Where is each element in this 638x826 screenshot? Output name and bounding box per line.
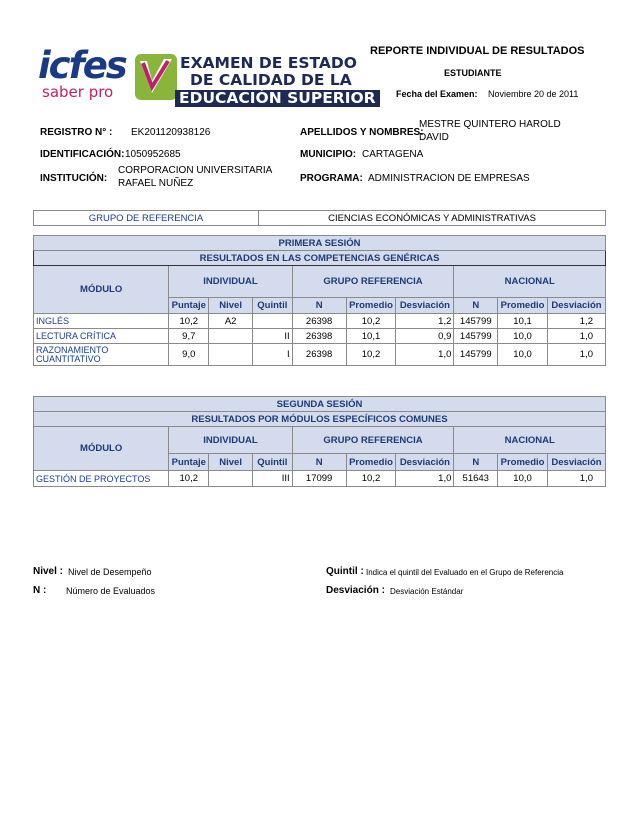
identificacion-label: IDENTIFICACIÓN: <box>40 149 125 160</box>
row-modulo: LECTURA CRÍTICA <box>34 329 169 344</box>
legend-quintil-label: Quintil : <box>326 566 364 577</box>
col-quintil: Quintil <box>253 298 293 314</box>
row-puntaje: 10,2 <box>169 471 209 487</box>
col-nivel: Nivel <box>209 454 253 471</box>
apellidos-value-2: DAVID <box>419 132 449 143</box>
apellidos-value-1: MESTRE QUINTERO HAROLD <box>419 119 561 130</box>
row-nacional-promedio: 10,0 <box>498 344 548 366</box>
row-grupo-desviacion: 0,9 <box>396 329 454 344</box>
col-nacional-promedio: Promedio <box>498 298 548 314</box>
exam-date-value: Noviembre 20 de 2011 <box>488 89 579 99</box>
row-grupo-promedio: 10,2 <box>346 314 396 329</box>
nacional-header: NACIONAL <box>454 266 606 298</box>
exam-date-label: Fecha del Examen: <box>396 89 478 99</box>
programa-value: ADMINISTRACION DE EMPRESAS <box>368 173 530 184</box>
row-nacional-desviacion: 1,0 <box>547 471 605 487</box>
row-puntaje: 10,2 <box>169 314 209 329</box>
row-modulo: INGLÉS <box>34 314 169 329</box>
exam-title-line1: EXAMEN DE ESTADO <box>180 54 357 72</box>
table-row <box>34 344 606 366</box>
row-grupo-desviacion: 1,0 <box>396 471 454 487</box>
col-quintil: Quintil <box>253 454 293 471</box>
row-nacional-n: 145799 <box>454 344 498 366</box>
primera-sesion-subtitle: RESULTADOS EN LAS COMPETENCIAS GENÉRICAS <box>34 251 606 266</box>
municipio-label: MUNICIPIO: <box>300 149 357 160</box>
legend-desviacion-text: Desviación Estándar <box>390 587 464 596</box>
row-nivel: A2 <box>209 314 253 329</box>
modulo-header: MÓDULO <box>34 427 169 471</box>
municipio-value: CARTAGENA <box>362 149 424 160</box>
grupo-referencia-header: GRUPO REFERENCIA <box>292 266 454 298</box>
checkmark-logo-icon <box>134 53 178 101</box>
row-nacional-desviacion: 1,2 <box>547 314 605 329</box>
segunda-sesion-title: SEGUNDA SESIÓN <box>34 397 606 412</box>
legend-n-label: N : <box>33 585 47 596</box>
individual-header: INDIVIDUAL <box>169 427 292 454</box>
row-grupo-desviacion: 1,0 <box>396 344 454 366</box>
col-nacional-desviacion: Desviación <box>547 454 605 471</box>
individual-header: INDIVIDUAL <box>169 266 292 298</box>
row-nivel <box>209 471 253 487</box>
row-nivel <box>209 344 253 366</box>
row-grupo-promedio: 10,2 <box>346 471 396 487</box>
row-puntaje: 9,7 <box>169 329 209 344</box>
row-grupo-n: 26398 <box>292 344 346 366</box>
row-quintil: III <box>253 471 293 487</box>
row-quintil: II <box>253 329 293 344</box>
report-title: REPORTE INDIVIDUAL DE RESULTADOS <box>370 45 585 57</box>
row-grupo-promedio: 10,2 <box>346 344 396 366</box>
report-subtitle: ESTUDIANTE <box>444 68 502 78</box>
icfes-logo-text: icfes <box>38 44 126 87</box>
table-row <box>34 329 606 344</box>
row-grupo-n: 26398 <box>292 329 346 344</box>
row-nacional-promedio: 10,1 <box>498 314 548 329</box>
col-puntaje: Puntaje <box>169 298 209 314</box>
col-grupo-promedio: Promedio <box>346 454 396 471</box>
legend-nivel-label: Nivel : <box>33 566 64 577</box>
row-nivel <box>209 329 253 344</box>
row-nacional-n: 145799 <box>454 329 498 344</box>
modulo-header: MÓDULO <box>34 266 169 314</box>
institucion-value-1: CORPORACION UNIVERSITARIA <box>118 165 273 176</box>
exam-title-line2: DE CALIDAD DE LA <box>190 71 352 89</box>
row-puntaje: 9,0 <box>169 344 209 366</box>
legend-desviacion-label: Desviación : <box>326 585 385 596</box>
registro-value: EK201120938126 <box>131 127 211 138</box>
row-quintil <box>253 314 293 329</box>
col-grupo-n: N <box>292 298 346 314</box>
col-nacional-promedio: Promedio <box>498 454 548 471</box>
row-nacional-promedio: 10,0 <box>498 329 548 344</box>
row-nacional-promedio: 10,0 <box>498 471 548 487</box>
row-grupo-desviacion: 1,2 <box>396 314 454 329</box>
row-grupo-n: 17099 <box>292 471 346 487</box>
table-row <box>34 314 606 329</box>
col-grupo-desviacion: Desviación <box>396 298 454 314</box>
row-grupo-promedio: 10,1 <box>346 329 396 344</box>
row-nacional-n: 51643 <box>454 471 498 487</box>
col-puntaje: Puntaje <box>169 454 209 471</box>
primera-sesion-title: PRIMERA SESIÓN <box>34 236 606 251</box>
reference-group-value: CIENCIAS ECONÓMICAS Y ADMINISTRATIVAS <box>259 211 606 226</box>
row-modulo <box>34 344 169 366</box>
segunda-sesion-subtitle: RESULTADOS POR MÓDULOS ESPECÍFICOS COMUNES <box>34 412 606 427</box>
institucion-label: INSTITUCIÓN: <box>40 173 108 184</box>
col-nacional-desviacion: Desviación <box>547 298 605 314</box>
legend-quintil-text: Indica el quintil del Evaluado en el Grupo de Referencia <box>366 568 564 577</box>
row-nacional-desviacion: 1,0 <box>547 344 605 366</box>
col-nacional-n: N <box>454 454 498 471</box>
legend-nivel-text: Nivel de Desempeño <box>68 567 152 577</box>
row-modulo-line1: RAZONAMIENTO <box>36 344 109 355</box>
col-nivel: Nivel <box>209 298 253 314</box>
row-nacional-desviacion: 1,0 <box>547 329 605 344</box>
primera-sesion-table <box>33 235 606 366</box>
row-nacional-n: 145799 <box>454 314 498 329</box>
row-quintil: I <box>253 344 293 366</box>
row-modulo: GESTIÓN DE PROYECTOS <box>34 471 169 487</box>
nacional-header: NACIONAL <box>454 427 606 454</box>
row-grupo-n: 26398 <box>292 314 346 329</box>
reference-group-label: GRUPO DE REFERENCIA <box>34 211 259 226</box>
identificacion-value: 1050952685 <box>125 149 181 160</box>
row-modulo-line2: CUANTITATIVO <box>36 353 101 364</box>
exam-title-line3: EDUCACIÓN SUPERIOR <box>175 90 380 107</box>
legend-n-text: Número de Evaluados <box>66 586 156 596</box>
institucion-value-2: RAFAEL NUÑEZ <box>118 178 194 189</box>
apellidos-label: APELLIDOS Y NOMBRES: <box>300 127 424 138</box>
col-grupo-n: N <box>292 454 346 471</box>
col-grupo-desviacion: Desviación <box>396 454 454 471</box>
col-nacional-n: N <box>454 298 498 314</box>
grupo-referencia-header: GRUPO REFERENCIA <box>292 427 454 454</box>
programa-label: PROGRAMA: <box>300 173 363 184</box>
col-grupo-promedio: Promedio <box>346 298 396 314</box>
registro-label: REGISTRO N° : <box>40 127 113 138</box>
reference-group-table <box>33 210 606 226</box>
table-row <box>34 471 606 487</box>
segunda-sesion-table <box>33 396 606 487</box>
saber-pro-logo-text: saber pro <box>42 83 114 101</box>
